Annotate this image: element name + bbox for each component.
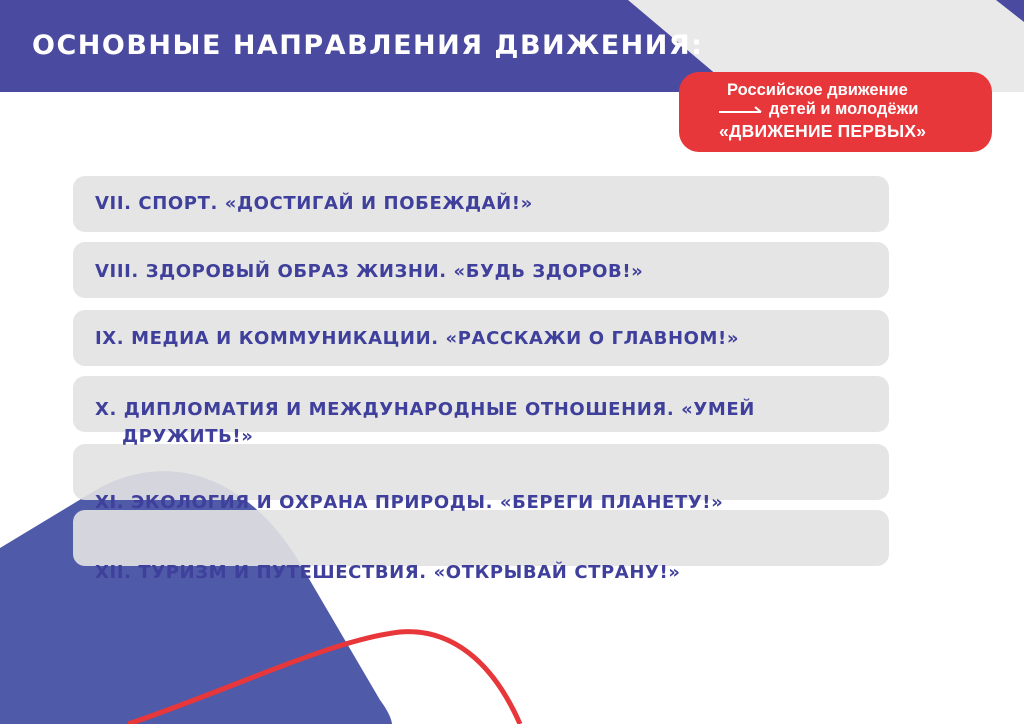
list-item-label: X. ДИПЛОМАТИЯ И МЕЖДУНАРОДНЫЕ ОТНОШЕНИЯ. «УМЕЙ (95, 399, 755, 420)
logo-line-3: «ДВИЖЕНИЕ ПЕРВЫХ» (719, 121, 927, 141)
list-item (95, 325, 815, 352)
list-item (95, 559, 815, 586)
list-item-label: XII. ТУРИЗМ И ПУТЕШЕСТВИЯ. «ОТКРЫВАЙ СТРАНУ!» (95, 562, 681, 583)
logo-line-1: Российское движение (727, 81, 908, 99)
list-item-label: IX. МЕДИА И КОММУНИКАЦИИ. «РАССКАЖИ О ГЛАВНОМ!» (95, 328, 740, 349)
list-item-label: VIII. ЗДОРОВЫЙ ОБРАЗ ЖИЗНИ. «БУДЬ ЗДОРОВ!» (95, 261, 644, 282)
brand-logo (679, 72, 992, 152)
list-item (95, 190, 815, 217)
list-item (95, 489, 815, 516)
list-item (95, 396, 815, 450)
logo-line-2: детей и молодёжи (769, 100, 919, 118)
list-item (95, 258, 815, 285)
list-item-background (73, 510, 889, 566)
list-item-label: VII. СПОРТ. «ДОСТИГАЙ И ПОБЕЖДАЙ!» (95, 193, 533, 214)
arrow-icon (719, 103, 763, 115)
list-item-label: XI. ЭКОЛОГИЯ И ОХРАНА ПРИРОДЫ. «БЕРЕГИ ПЛАНЕТУ!» (95, 492, 724, 513)
list-item-label-continuation: ДРУЖИТЬ!» (122, 426, 254, 447)
page-title: ОСНОВНЫЕ НАПРАВЛЕНИЯ ДВИЖЕНИЯ: (32, 30, 704, 61)
